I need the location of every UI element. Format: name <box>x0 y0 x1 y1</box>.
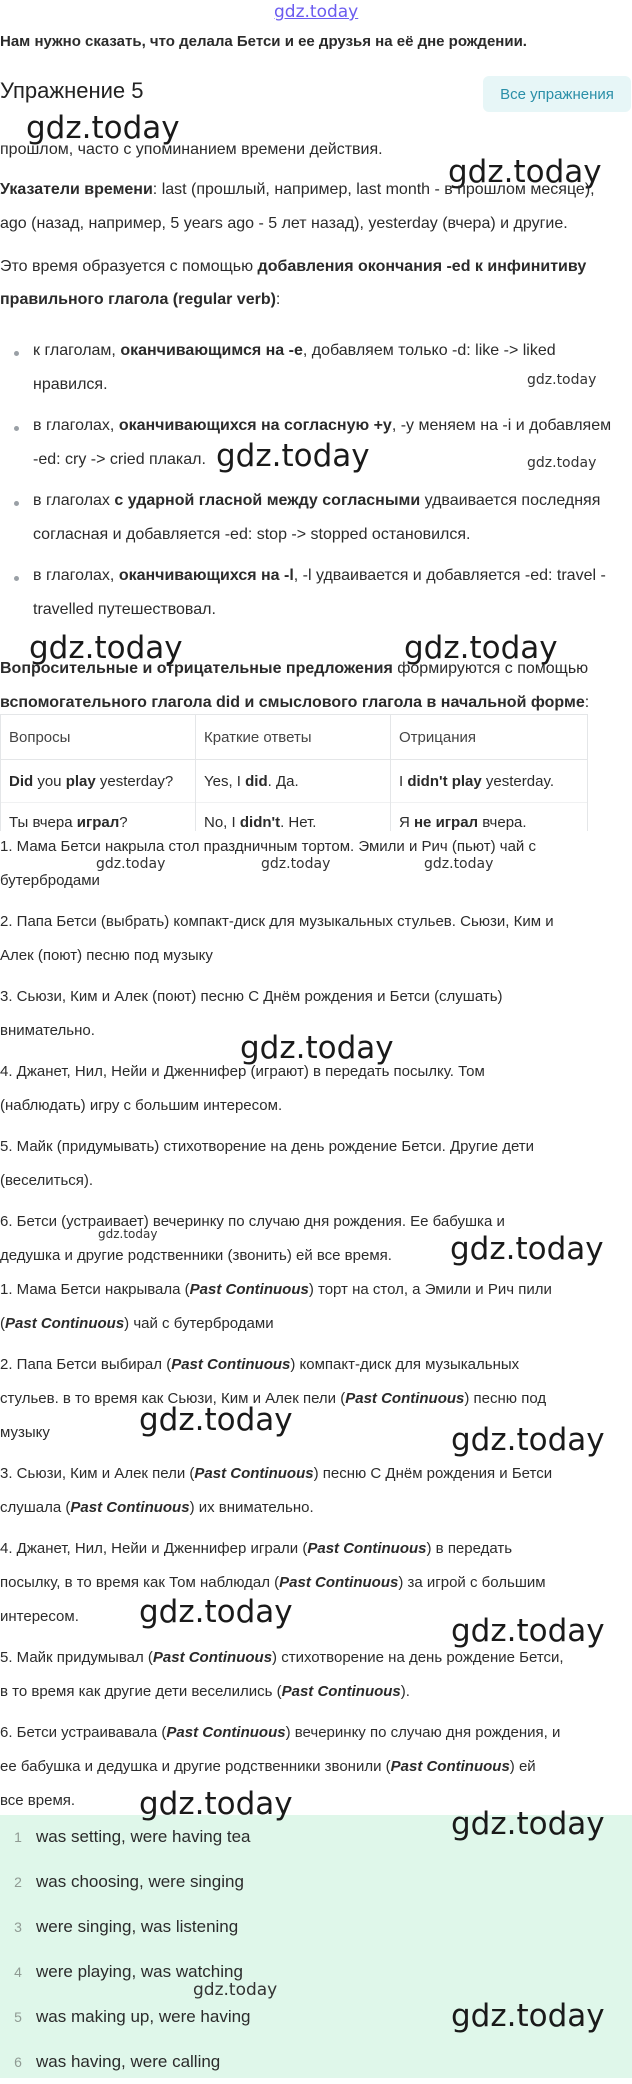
watermark: gdz.today <box>193 1980 278 2000</box>
task-line: (наблюдать) игру с большим интересом. <box>0 1097 283 1114</box>
time-markers-line-2: ago (назад, например, 5 years ago - 5 лет назад), yesterday (вчера) и другие. <box>0 215 568 232</box>
task-line: 4. Джанет, Нил, Нейи и Дженнифер (играют) в передать посылку. Том <box>0 1063 485 1080</box>
answer-text: were playing, was watching <box>36 1962 243 1981</box>
task-line: 2. Папа Бетси (выбрать) компакт-диск для музыкальных стульев. Сьюзи, Ким и <box>0 913 554 930</box>
table-header: Вопросы <box>1 715 196 760</box>
answer-number: 4 <box>14 1964 22 1980</box>
task-line: 6. Бетси (устраивает) вечеринку по случаю дня рождения. Ее бабушка и <box>0 1213 505 1230</box>
task-line: внимательно. <box>0 1022 95 1039</box>
watermark: gdz.today <box>96 856 166 872</box>
solution-line: 1. Мама Бетси накрывала (Past Continuous) торт на стол, а Эмили и Рич пили <box>0 1281 552 1298</box>
time-markers-line: Указатели времени: last (прошлый, например, last month - в прошлом месяце), <box>0 181 595 198</box>
watermark: gdz.today <box>404 630 558 666</box>
rule-3: в глаголах с ударной гласной между согласными удваивается последняя <box>33 492 601 509</box>
watermark: gdz.today <box>139 1402 293 1438</box>
exercise-title: Упражнение 5 <box>0 78 144 103</box>
answer-number: 5 <box>14 2009 22 2025</box>
solution-line: в то время как другие дети веселились (Past Continuous). <box>0 1683 410 1700</box>
solution-line: стульев. в то время как Сьюзи, Ким и Алек пели (Past Continuous) песню под <box>0 1390 547 1407</box>
watermark-link[interactable]: gdz.today <box>274 2 359 22</box>
watermark: gdz.today <box>261 856 331 872</box>
task-line: бутербродами <box>0 872 100 889</box>
solution-line: ее бабушка и дедушка и другие родственники звонили (Past Continuous) ей <box>0 1758 536 1775</box>
task-line: 3. Сьюзи, Ким и Алек (поют) песню С Днём рождения и Бетси (слушать) <box>0 988 503 1005</box>
formation-line-2: правильного глагола (regular verb): <box>0 291 281 308</box>
solution-line: слушала (Past Continuous) их внимательно. <box>0 1499 314 1516</box>
answer-text: was making up, were having <box>36 2007 251 2026</box>
bullet <box>14 576 19 581</box>
table-row <box>1 760 588 803</box>
watermark: gdz.today <box>139 1786 293 1822</box>
all-exercises-button[interactable]: Все упражнения <box>483 76 631 112</box>
bullet <box>14 351 19 356</box>
watermark: gdz.today <box>527 455 597 471</box>
table-header: Краткие ответы <box>196 715 391 760</box>
solution-line: 5. Майк придумывал (Past Continuous) стихотворение на день рождение Бетси, <box>0 1649 564 1666</box>
rule-2-cont: -ed: cry -> cried плакал. <box>33 451 206 468</box>
answer-text: was choosing, were singing <box>36 1872 244 1891</box>
watermark: gdz.today <box>527 372 597 388</box>
table-cell: I didn't play yesterday. <box>391 760 588 803</box>
bullet <box>14 501 19 506</box>
solution-line: 3. Сьюзи, Ким и Алек пели (Past Continuous) песню С Днём рождения и Бетси <box>0 1465 553 1482</box>
solution-line: 2. Папа Бетси выбирал (Past Continuous) компакт-диск для музыкальных <box>0 1356 520 1373</box>
task-line: Алек (поют) песню под музыку <box>0 947 213 964</box>
rule-1: к глаголам, оканчивающимся на -e, добавляем только -d: like -> liked <box>33 342 556 359</box>
solution-line: музыку <box>0 1424 50 1441</box>
table-cell: Did you play yesterday? <box>1 760 196 803</box>
table-header-row <box>1 715 588 760</box>
rule-4-cont: travelled путешествовал. <box>33 601 216 618</box>
watermark: gdz.today <box>448 154 602 190</box>
rule-2: в глаголах, оканчивающихся на согласную +y, -y меняем на -i и добавляем <box>33 417 612 434</box>
task-line: (веселиться). <box>0 1172 94 1189</box>
answer-number: 1 <box>14 1829 22 1845</box>
answer-number: 6 <box>14 2054 22 2070</box>
watermark: gdz.today <box>451 1613 605 1649</box>
watermark: gdz.today <box>451 1998 605 2034</box>
intro-text: Нам нужно сказать, что делала Бетси и ее друзья на её дне рождении. <box>0 33 527 50</box>
watermark: gdz.today <box>29 630 183 666</box>
rule-3-cont: согласная и добавляется -ed: stop -> stopped остановился. <box>33 526 471 543</box>
questions-line: Вопросительные и отрицательные предложения формируются с помощью <box>0 660 589 677</box>
solution-line: 6. Бетси устраивавала (Past Continuous) вечеринку по случаю дня рождения, и <box>0 1724 561 1741</box>
table-cell: Я не играл вчера. <box>391 803 588 832</box>
table-cell: Yes, I did. Да. <box>196 760 391 803</box>
task-line: дедушка и другие родственники (звонить) ей все время. <box>0 1247 392 1264</box>
questions-line-2: вспомогательного глагола did и смыслового глагола в начальной форме: <box>0 694 590 711</box>
watermark: gdz.today <box>450 1231 604 1267</box>
answer-text: was setting, were having tea <box>36 1827 251 1846</box>
answer-item <box>0 1995 251 2039</box>
task-line: 5. Майк (придумывать) стихотворение на день рождение Бетси. Другие дети <box>0 1138 535 1155</box>
bullet <box>14 426 19 431</box>
grammar-table <box>0 714 588 831</box>
solution-line: интересом. <box>0 1608 79 1625</box>
solution-line: 4. Джанет, Нил, Нейи и Дженнифер играли (Past Continuous) в передать <box>0 1540 513 1557</box>
answer-text: was having, were calling <box>36 2052 221 2071</box>
table-header: Отрицания <box>391 715 588 760</box>
answer-item <box>0 1860 244 1904</box>
solution-line: все время. <box>0 1792 76 1809</box>
answer-number: 2 <box>14 1874 22 1890</box>
watermark: gdz.today <box>451 1422 605 1458</box>
watermark: gdz.today <box>98 1227 158 1241</box>
watermark: gdz.today <box>424 856 494 872</box>
answer-number: 3 <box>14 1919 22 1935</box>
solution-line: (Past Continuous) чай с бутербродами <box>0 1315 274 1332</box>
table-cell: Ты вчера играл? <box>1 803 196 832</box>
watermark: gdz.today <box>451 1806 605 1842</box>
task-line: 1. Мама Бетси накрыла стол праздничным тортом. Эмили и Рич (пьют) чай с <box>0 838 536 855</box>
formation-line: Это время образуется с помощью добавления окончания -ed к инфинитиву <box>0 258 587 275</box>
watermark: gdz.today <box>139 1594 293 1630</box>
table-cell: No, I didn't. Нет. <box>196 803 391 832</box>
solution-line: посылку, в то время как Том наблюдал (Past Continuous) за игрой с большим <box>0 1574 546 1591</box>
watermark: gdz.today <box>26 110 180 146</box>
answers-panel <box>0 1815 632 2078</box>
theory-line: прошлом, часто с упоминанием времени действия. <box>0 141 383 158</box>
answer-item <box>0 2040 220 2084</box>
table-row <box>1 803 588 832</box>
rule-1-cont: нравился. <box>33 376 108 393</box>
watermark: gdz.today <box>240 1030 394 1066</box>
rule-4: в глаголах, оканчивающихся на -l, -l удваивается и добавляется -ed: travel - <box>33 567 606 584</box>
watermark: gdz.today <box>216 438 370 474</box>
answer-item <box>0 1905 238 1949</box>
answer-text: were singing, was listening <box>36 1917 239 1936</box>
